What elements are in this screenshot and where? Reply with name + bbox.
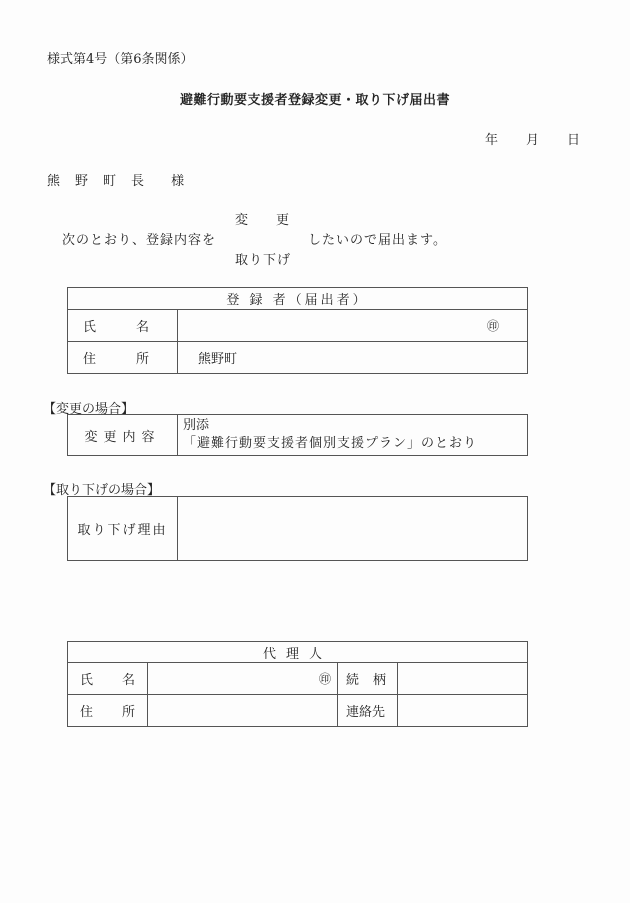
date-line <box>485 129 580 148</box>
withdraw-table <box>67 496 528 561</box>
agent-name-label: 氏 名 <box>68 663 148 695</box>
month-label: 月 <box>525 133 539 148</box>
document-title: 避難行動要支援者登録変更・取り下げ届出書 <box>179 93 450 108</box>
addressee-honorific: 様 <box>171 174 185 189</box>
address-value: 熊野町 <box>198 352 238 367</box>
agent-name-field[interactable] <box>148 663 338 695</box>
statement-suffix: したいので届出ます。 <box>308 233 447 248</box>
year-label: 年 <box>484 133 498 148</box>
agent-table <box>67 641 528 727</box>
agent-address-label: 住 所 <box>68 695 148 727</box>
seal-icon: ㊞ <box>318 672 331 686</box>
withdraw-reason-field[interactable] <box>178 497 528 561</box>
statement-prefix: 次のとおり、登録内容を <box>62 233 217 248</box>
change-content-label: 変更内容 <box>68 415 178 456</box>
day-label: 日 <box>566 133 580 148</box>
registrant-header: 登 録 者（届出者） <box>68 288 528 310</box>
change-section-label: 【変更の場合】 <box>43 402 135 417</box>
address-label: 住 所 <box>68 342 178 374</box>
change-table <box>67 414 528 456</box>
withdraw-reason-label: 取り下げ理由 <box>68 497 178 561</box>
addressee-char: 町 <box>103 174 117 189</box>
registrant-table <box>67 287 528 374</box>
addressee-char: 野 <box>75 174 89 189</box>
addressee-char: 熊 <box>47 174 61 189</box>
withdraw-section-label: 【取り下げの場合】 <box>43 483 161 498</box>
seal-icon: ㊞ <box>486 319 499 333</box>
name-label: 氏 名 <box>68 310 178 342</box>
option-change-char: 変 <box>235 213 249 228</box>
change-content-line1: 別添 <box>183 418 210 433</box>
contact-field[interactable] <box>398 695 528 727</box>
addressee <box>47 170 199 189</box>
option-change <box>235 209 289 228</box>
agent-address-field[interactable] <box>148 695 338 727</box>
contact-label: 連絡先 <box>338 695 398 727</box>
change-content-line2: 「避難行動要支援者個別支援プラン」のとおり <box>183 436 478 451</box>
form-number: 様式第4号（第6条関係） <box>47 52 194 67</box>
relation-field[interactable] <box>398 663 528 695</box>
option-withdraw: 取り下げ <box>235 253 292 268</box>
name-field[interactable] <box>178 310 528 342</box>
option-change-char: 更 <box>276 213 290 228</box>
relation-label: 続 柄 <box>338 663 398 695</box>
name-value <box>178 317 198 332</box>
address-field[interactable] <box>178 342 528 374</box>
agent-header: 代理人 <box>68 642 528 663</box>
change-content-field[interactable] <box>178 415 528 456</box>
addressee-char: 長 <box>131 174 145 189</box>
